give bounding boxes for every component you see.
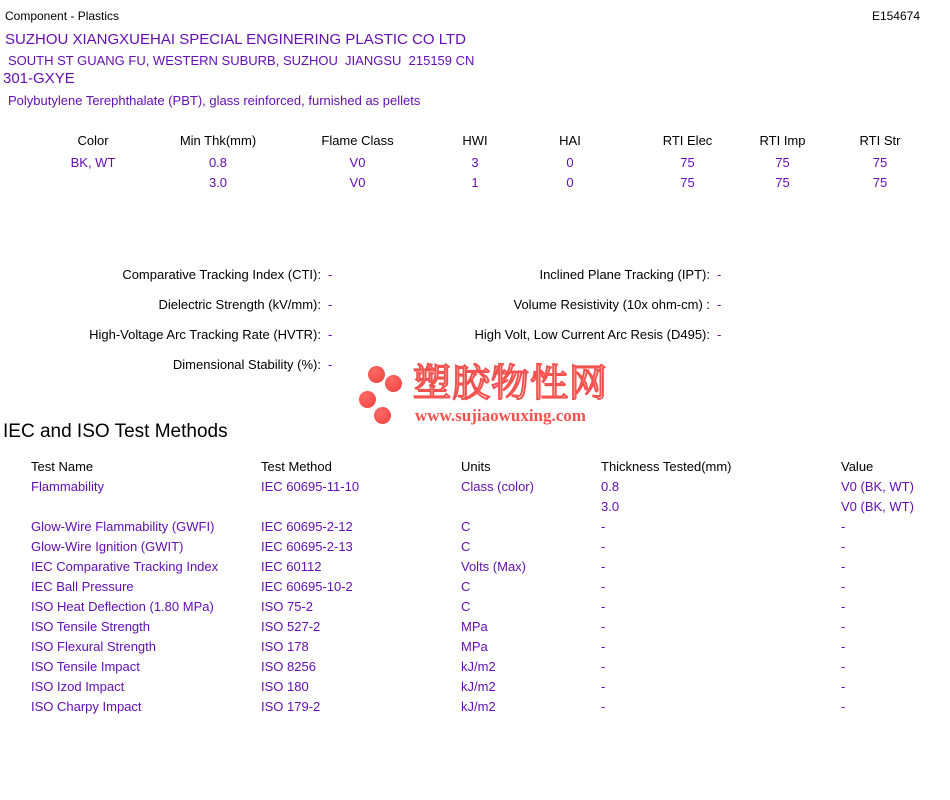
table-row (31, 596, 926, 616)
company-name: SUZHOU XIANGXUEHAI SPECIAL ENGINERING PLASTIC CO LTD (5, 31, 466, 48)
property-label: High Volt, Low Current Arc Resis (D495): (474, 327, 710, 342)
table-cell: V0 (349, 154, 366, 170)
file-number: E154674 (871, 9, 920, 23)
table-cell: ISO 8256 (261, 658, 316, 674)
table-cell: V0 (349, 174, 366, 190)
table-cell: 0 (566, 154, 574, 170)
table-cell: - (841, 558, 846, 574)
table-cell: - (841, 698, 846, 714)
table-cell: V0 (BK, WT) (841, 478, 914, 494)
electrical-properties-right-column (389, 260, 741, 350)
table-cell: 0 (566, 174, 574, 190)
table-cell: 75 (872, 154, 888, 170)
table-cell: - (601, 678, 606, 694)
table-row (31, 536, 926, 556)
table-row (31, 496, 926, 516)
table-row (31, 656, 926, 676)
table-cell: - (601, 518, 606, 534)
property-row-dielectric-strength (0, 290, 352, 320)
column-header-rti-str: RTI Str (859, 132, 901, 148)
table-cell: - (601, 658, 606, 674)
watermark-url: www.sujiaowuxing.com (415, 406, 586, 425)
property-value: - (328, 327, 333, 342)
test-methods-table (31, 456, 926, 716)
property-label: Volume Resistivity (10x ohm-cm) : (513, 297, 710, 312)
table-cell: IEC Ball Pressure (31, 578, 134, 594)
watermark-chinese-text: 塑胶物性网 (413, 363, 609, 405)
watermark-logo (358, 362, 609, 428)
column-header-rti-imp: RTI Imp (759, 132, 806, 148)
table-cell: 3 (471, 154, 479, 170)
material-description: Polybutylene Terephthalate (PBT), glass reinforced, furnished as pellets (8, 93, 421, 108)
table-cell: 75 (680, 154, 695, 170)
table-row (31, 576, 926, 596)
table-cell: - (841, 538, 846, 554)
ratings-header-row (10, 128, 925, 152)
page-category: Component - Plastics (5, 9, 120, 23)
column-header-test-name: Test Name (31, 458, 94, 474)
table-cell: Volts (Max) (461, 558, 527, 574)
table-cell: 75 (872, 174, 888, 190)
table-cell: BK, WT (70, 154, 116, 170)
table-cell: 75 (775, 154, 790, 170)
table-cell: Glow-Wire Ignition (GWIT) (31, 538, 184, 554)
column-header-color: Color (77, 132, 109, 148)
table-cell: 3.0 (601, 498, 620, 514)
table-cell: V0 (BK, WT) (841, 498, 914, 514)
table-cell: kJ/m2 (461, 698, 496, 714)
column-header-thickness-tested: Thickness Tested(mm) (601, 458, 732, 474)
table-cell (461, 496, 601, 516)
table-cell: kJ/m2 (461, 678, 496, 694)
table-cell: - (601, 638, 606, 654)
table-cell: Flammability (31, 478, 104, 494)
table-cell: - (841, 658, 846, 674)
table-cell: C (461, 578, 471, 594)
property-value: - (717, 297, 722, 312)
table-cell: - (841, 618, 846, 634)
electrical-properties-left-column (0, 260, 352, 380)
table-cell: IEC Comparative Tracking Index (31, 558, 219, 574)
table-row (31, 676, 926, 696)
property-row-hvtr (0, 320, 352, 350)
property-label: Dimensional Stability (%): (172, 357, 321, 372)
table-row (31, 616, 926, 636)
table-cell: - (601, 618, 606, 634)
property-label: Comparative Tracking Index (CTI): (122, 267, 321, 282)
table-cell: IEC 60695-10-2 (261, 578, 353, 594)
property-value: - (328, 297, 333, 312)
table-cell: 1 (471, 174, 479, 190)
column-header-units: Units (461, 458, 491, 474)
table-cell: 0.8 (601, 478, 620, 494)
table-cell: MPa (461, 638, 488, 654)
table-cell: ISO 75-2 (261, 598, 314, 614)
table-cell: IEC 60695-2-13 (261, 538, 353, 554)
table-cell: - (841, 518, 846, 534)
table-cell: ISO Tensile Impact (31, 658, 140, 674)
table-cell: Glow-Wire Flammability (GWFI) (31, 518, 215, 534)
table-cell: ISO 179-2 (261, 698, 321, 714)
column-header-rti-elec: RTI Elec (662, 132, 713, 148)
column-header-min-thk: Min Thk(mm) (179, 132, 257, 148)
property-value: - (717, 267, 722, 282)
column-header-hwi: HWI (462, 132, 488, 148)
table-cell: - (601, 598, 606, 614)
property-label: Dielectric Strength (kV/mm): (158, 297, 321, 312)
table-row (31, 696, 926, 716)
property-value: - (717, 327, 722, 342)
product-model: 301-GXYE (3, 70, 75, 87)
logo-dot-icon (359, 391, 376, 408)
table-cell: ISO Tensile Strength (31, 618, 150, 634)
table-cell: ISO 180 (261, 678, 309, 694)
property-row-ipt (389, 260, 741, 290)
table-row (31, 556, 926, 576)
table-cell: ISO Charpy Impact (31, 698, 142, 714)
table-cell: ISO Izod Impact (31, 678, 125, 694)
property-row-cti (0, 260, 352, 290)
company-address: SOUTH ST GUANG FU, WESTERN SUBURB, SUZHOU JIANGSU 215159 CN (8, 53, 475, 68)
property-value: - (328, 357, 333, 372)
table-row (31, 636, 926, 656)
table-cell: 75 (680, 174, 695, 190)
logo-dot-icon (368, 366, 385, 383)
property-row-volume-resistivity (389, 290, 741, 320)
logo-dot-icon (385, 375, 402, 392)
ratings-table (10, 128, 925, 192)
table-cell: - (841, 598, 846, 614)
table-row (10, 172, 925, 192)
column-header-value: Value (841, 458, 874, 474)
table-cell: 3.0 (208, 174, 228, 190)
column-header-hai: HAI (559, 132, 581, 148)
table-cell: ISO Flexural Strength (31, 638, 156, 654)
table-cell: kJ/m2 (461, 658, 496, 674)
table-cell: ISO 178 (261, 638, 309, 654)
column-header-flame-class: Flame Class (321, 132, 394, 148)
table-cell: - (841, 578, 846, 594)
test-methods-header-row (31, 456, 926, 476)
table-row (10, 152, 925, 172)
table-cell: IEC 60695-2-12 (261, 518, 353, 534)
property-row-dimensional-stability (0, 350, 352, 380)
table-cell: - (601, 578, 606, 594)
table-cell: 0.8 (208, 154, 228, 170)
table-cell: 75 (775, 174, 790, 190)
table-cell: C (461, 538, 471, 554)
property-value: - (328, 267, 333, 282)
table-cell: MPa (461, 618, 488, 634)
table-cell: - (601, 538, 606, 554)
table-cell (10, 172, 176, 192)
table-cell: - (841, 678, 846, 694)
table-cell: C (461, 598, 471, 614)
table-cell: C (461, 518, 471, 534)
logo-dot-icon (374, 407, 391, 424)
table-cell: - (601, 558, 606, 574)
table-cell: Class (color) (461, 478, 534, 494)
table-cell: IEC 60695-11-10 (261, 478, 360, 494)
property-label: High-Voltage Arc Tracking Rate (HVTR): (89, 327, 321, 342)
property-row-d495 (389, 320, 741, 350)
table-cell: IEC 60112 (261, 558, 322, 574)
table-cell: - (601, 698, 606, 714)
table-cell (261, 496, 461, 516)
table-cell: - (841, 638, 846, 654)
table-row (31, 516, 926, 536)
column-header-test-method: Test Method (261, 458, 332, 474)
table-cell: ISO 527-2 (261, 618, 321, 634)
table-row (31, 476, 926, 496)
table-cell (31, 496, 261, 516)
table-cell: ISO Heat Deflection (1.80 MPa) (31, 598, 214, 614)
section-title-test-methods: IEC and ISO Test Methods (3, 421, 228, 442)
property-label: Inclined Plane Tracking (IPT): (539, 267, 710, 282)
